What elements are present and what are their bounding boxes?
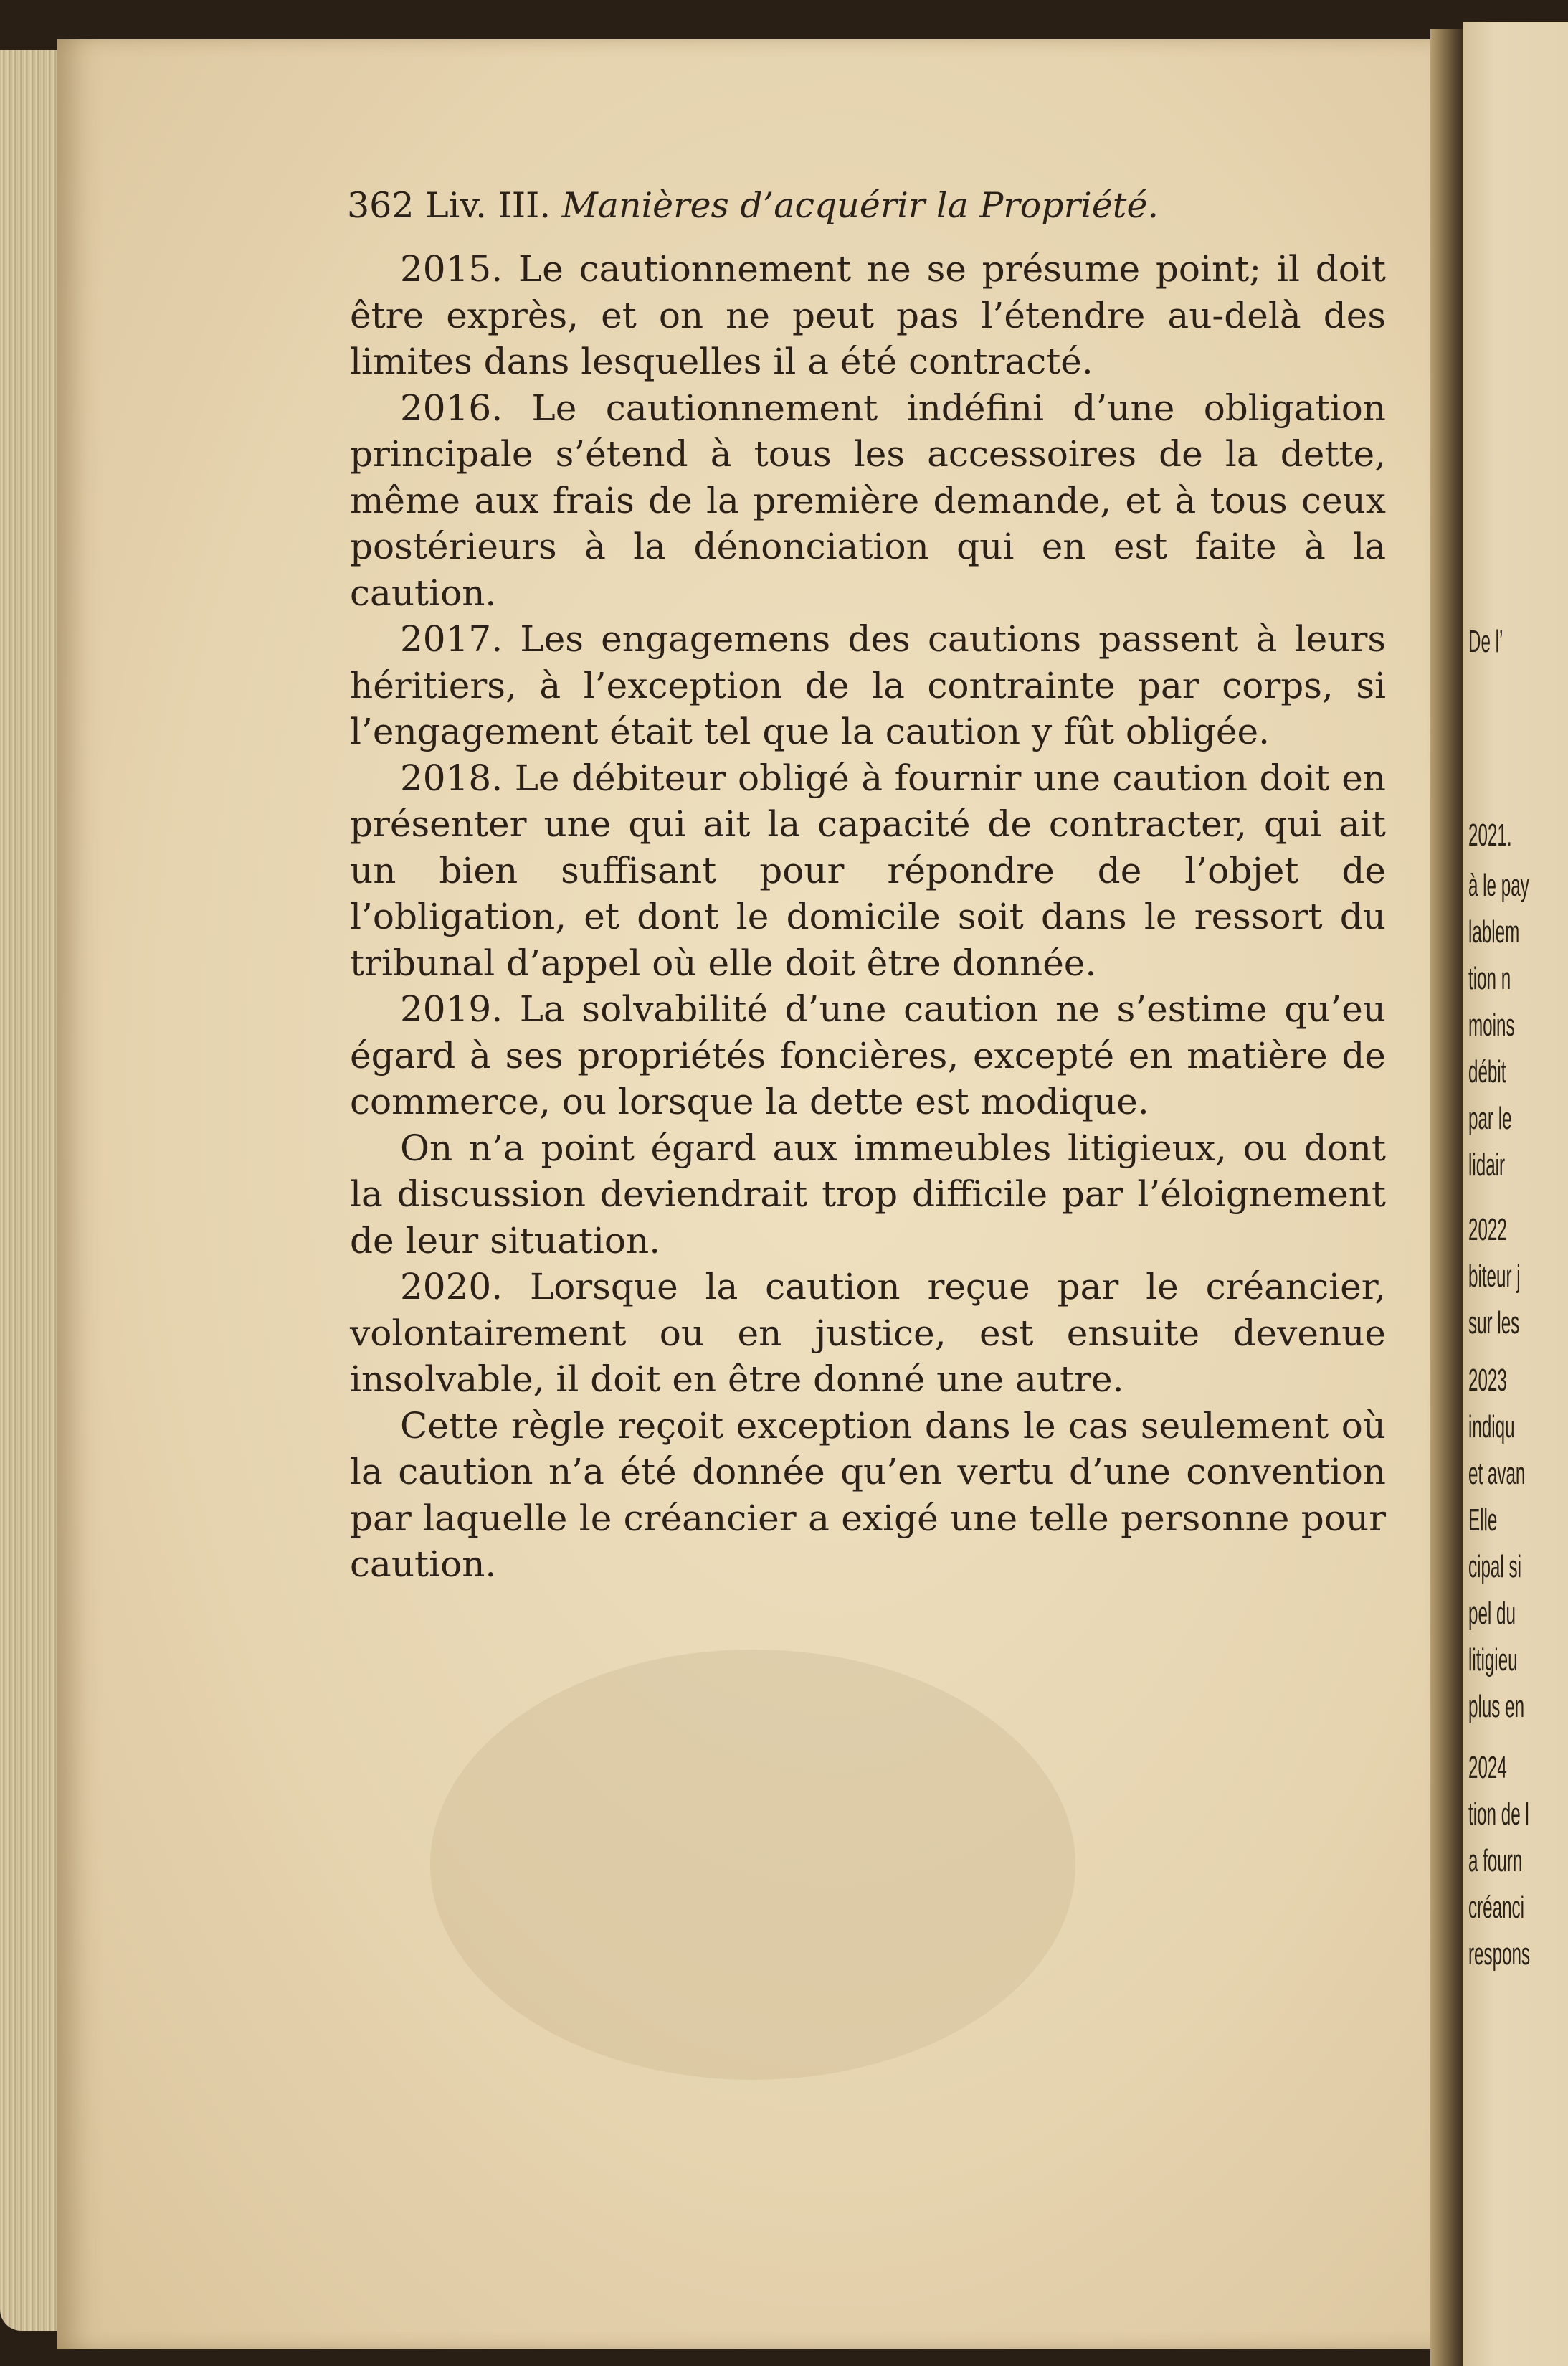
article-2019-continued: On n’a point égard aux immeubles litigieux, ou dont la discussion deviendrait trop difficile par l’éloignement de leur situation. [350, 1127, 1386, 1262]
fragment-text: créanci [1468, 1890, 1525, 1925]
article-2015: 2015. Le cautionnement ne se présume point; il doit être exprès, et on ne peut pas l’étendre au-delà des limites dans lesquelles il a été contracté. [350, 248, 1386, 382]
article-2019: 2019. La solvabilité d’une caution ne s’estime qu’eu égard à ses propriétés foncières, excepté en matière de commerce, ou lorsque la dette est modique. [350, 988, 1386, 1122]
article-2017: 2017. Les engagemens des cautions passent à leurs héritiers, à l’exception de la contrainte par corps, si l’engagement était tel que la caution y fût obligée. [350, 618, 1386, 752]
fragment-text: cipal si [1468, 1549, 1521, 1584]
fragment-text: respons [1468, 1936, 1531, 1972]
fragment-text: sur les [1468, 1305, 1520, 1340]
paper-stain [430, 1650, 1075, 2080]
fragment-text: indiqu [1468, 1409, 1515, 1444]
page-number: 362 [347, 185, 414, 226]
running-head [347, 185, 1159, 226]
fragment-text: Elle [1468, 1503, 1498, 1538]
fragment-text: par le [1468, 1101, 1512, 1136]
fragment-text: 2023 [1468, 1363, 1507, 1398]
fragment-text: moins [1468, 1008, 1515, 1043]
article-2020: 2020. Lorsque la caution reçue par le créancier, volontairement ou en justice, est ensuite devenue insolvable, il doit en être donné une autre. [350, 1266, 1386, 1400]
fragment-text: litigieu [1468, 1642, 1518, 1678]
body-text [350, 246, 1386, 1588]
fragment-text: pel du [1468, 1596, 1516, 1631]
book-gutter [1430, 29, 1463, 2366]
fragment-text: tion de l [1468, 1797, 1529, 1832]
fragment-text: lidair [1468, 1147, 1506, 1183]
fragment-text: De l’ [1468, 624, 1503, 659]
article-2018: 2018. Le débiteur obligé à fournir une caution doit en présenter une qui ait la capacité de contracter, qui ait un bien suffisant pour répondre de l’objet de l’obligation, et dont le domicile soit dans le ressort du tribunal d’appel où elle doit être donnée. [350, 757, 1386, 984]
fragment-text: débit [1468, 1054, 1506, 1089]
fragment-text: a fourn [1468, 1843, 1523, 1878]
book-section: Liv. III. [425, 185, 551, 226]
fragment-text: 2021. [1468, 818, 1512, 853]
fragment-text: lablem [1468, 914, 1520, 950]
fragment-text: biteur j [1468, 1259, 1521, 1294]
fragment-text: plus en [1468, 1689, 1525, 1724]
fragment-text: 2022 [1468, 1212, 1507, 1247]
fragment-text: tion n [1468, 961, 1511, 996]
article-2016: 2016. Le cautionnement indéfini d’une obligation principale s’étend à tous les accessoires de la dette, même aux frais de la première demande, et à tous ceux postérieurs à la dénonciation qui en est faite à la caution. [350, 387, 1386, 614]
fragment-text: et avan [1468, 1456, 1526, 1491]
chapter-title: Manières d’acquérir la Propriété. [561, 185, 1159, 226]
article-2020-continued: Cette règle reçoit exception dans le cas seulement où la caution n’a été donnée qu’en vertu d’une convention par laquelle le créancier a exigé une telle personne pour caution. [350, 1404, 1386, 1585]
fragment-text: 2024 [1468, 1750, 1507, 1785]
fragment-text: à le pay [1468, 868, 1529, 903]
adjacent-page [1463, 22, 1568, 2366]
